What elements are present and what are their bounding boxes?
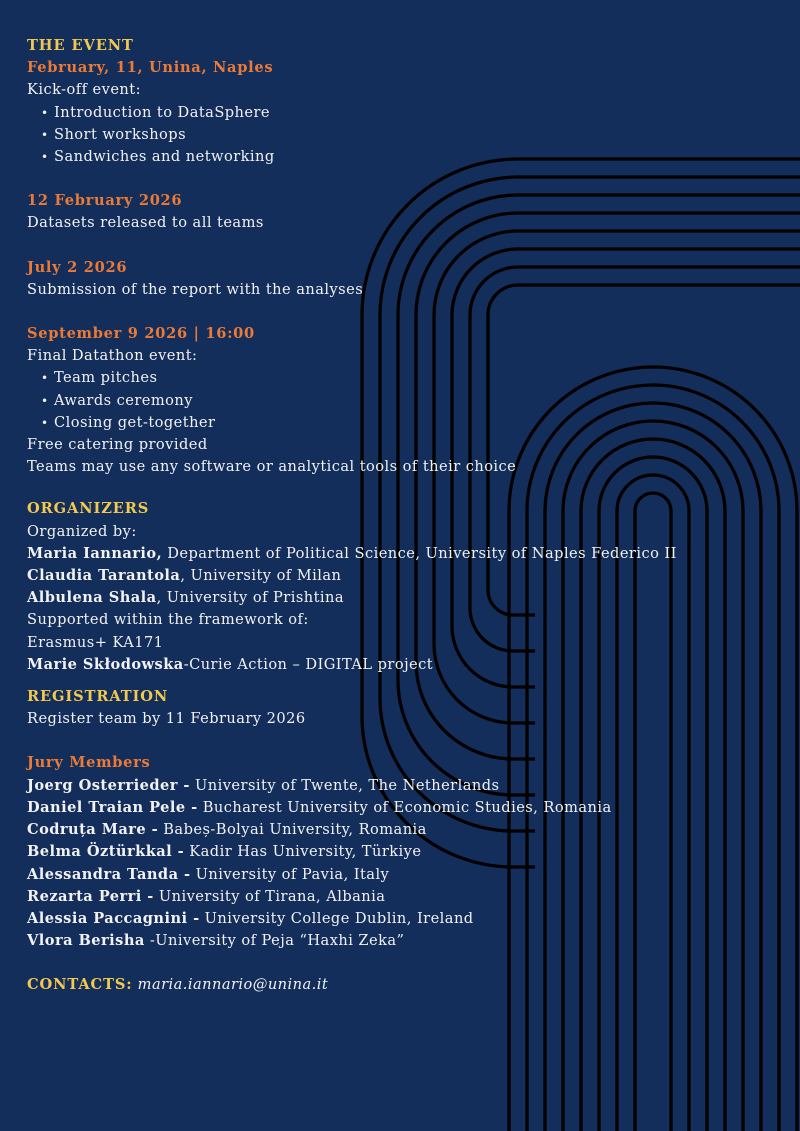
contacts-separator: :	[126, 976, 133, 994]
support-erasmus: Erasmus+ KA171	[27, 633, 164, 651]
organizers-intro: Organized by:	[27, 522, 137, 540]
jury-member	[27, 797, 787, 819]
contacts-line	[27, 974, 787, 996]
organizer-affiliation: Department of Political Science, University of Naples Federico II	[162, 544, 677, 562]
contacts-label: CONTACTS	[27, 976, 127, 994]
jury-member-name: Codruța Mare -	[27, 821, 159, 839]
list-item: • Awards ceremony	[54, 390, 787, 412]
support-msca-rest: -Curie Action – DIGITAL project	[183, 655, 434, 673]
list-item: • Team pitches	[54, 367, 787, 389]
final-event-date: September 9 2026 | 16:00	[27, 325, 255, 343]
support-msca	[27, 654, 787, 676]
event-heading: THE EVENT	[27, 37, 134, 54]
jury-member-affiliation: Bucharest University of Economic Studies, Romania	[197, 798, 612, 816]
support-msca-name: Marie Skłodowska	[27, 655, 184, 673]
release-date: 12 February 2026	[27, 192, 183, 210]
jury-member-name: Alessia Paccagnini -	[27, 909, 200, 927]
jury-member-affiliation: University of Twente, The Netherlands	[189, 776, 500, 794]
list-item: • Introduction to DataSphere	[54, 102, 787, 124]
jury-member-affiliation: -University of Peja “Haxhi Zeka”	[144, 932, 405, 950]
jury-member-affiliation: Babeș-Bolyai University, Romania	[158, 821, 427, 839]
jury-member-affiliation: Kadir Has University, Türkiye	[184, 843, 422, 861]
jury-member	[27, 930, 787, 952]
organizer-affiliation: , University of Milan	[180, 567, 342, 585]
kickoff-list	[27, 102, 787, 169]
contacts-section	[27, 974, 787, 996]
tools-note: Teams may use any software or analytical tools of their choice	[27, 458, 517, 476]
registration-section	[27, 686, 787, 730]
kickoff-title: Kick-off event:	[27, 81, 141, 99]
list-item: • Short workshops	[54, 124, 787, 146]
jury-member	[27, 908, 787, 930]
submission-date: July 2 2026	[27, 258, 128, 276]
jury-member-name: Alessandra Tanda -	[27, 865, 191, 883]
jury-member-affiliation: University of Pavia, Italy	[190, 865, 390, 883]
event-section	[27, 35, 787, 478]
list-item: • Closing get-together	[54, 412, 787, 434]
organizers-heading: ORGANIZERS	[27, 500, 150, 518]
organizer-affiliation: , University of Prishtina	[156, 589, 345, 607]
organizer-name: Albulena Shala	[27, 589, 157, 607]
final-event-title: Final Datathon event:	[27, 347, 198, 365]
jury-member-affiliation: University of Tirana, Albania	[153, 887, 386, 905]
catering-note: Free catering provided	[27, 436, 208, 454]
jury-member-name: Belma Öztürkkal -	[27, 843, 185, 861]
organizer-name: Claudia Tarantola	[27, 567, 181, 585]
poster-content	[27, 35, 787, 997]
registration-text: Register team by 11 February 2026	[27, 710, 306, 728]
release-text: Datasets released to all teams	[27, 214, 264, 232]
list-item: • Sandwiches and networking	[54, 146, 787, 168]
final-event-list	[27, 367, 787, 434]
organizer-entry	[27, 587, 787, 609]
contact-email-link[interactable]: maria.iannario@unina.it	[137, 976, 329, 994]
jury-member-name: Daniel Traian Pele -	[27, 798, 198, 816]
organizers-section	[27, 498, 787, 676]
registration-heading: REGISTRATION	[27, 688, 169, 706]
jury-member-name: Joerg Osterrieder -	[27, 776, 190, 794]
organizer-name: Maria Iannario,	[27, 544, 163, 562]
organizer-entry	[27, 543, 787, 565]
organizer-entry	[27, 565, 787, 587]
submission-text: Submission of the report with the analyses	[27, 280, 364, 298]
jury-section	[27, 752, 787, 952]
jury-member	[27, 775, 787, 797]
jury-member-affiliation: University College Dublin, Ireland	[199, 909, 474, 927]
jury-member	[27, 841, 787, 863]
kickoff-date: February, 11, Unina, Naples	[27, 59, 274, 77]
jury-member-name: Vlora Berisha	[27, 932, 145, 950]
jury-member-name: Rezarta Perri -	[27, 887, 154, 905]
jury-member	[27, 819, 787, 841]
jury-heading: Jury Members	[27, 754, 151, 772]
support-intro: Supported within the framework of:	[27, 611, 309, 629]
jury-member	[27, 886, 787, 908]
jury-member	[27, 864, 787, 886]
